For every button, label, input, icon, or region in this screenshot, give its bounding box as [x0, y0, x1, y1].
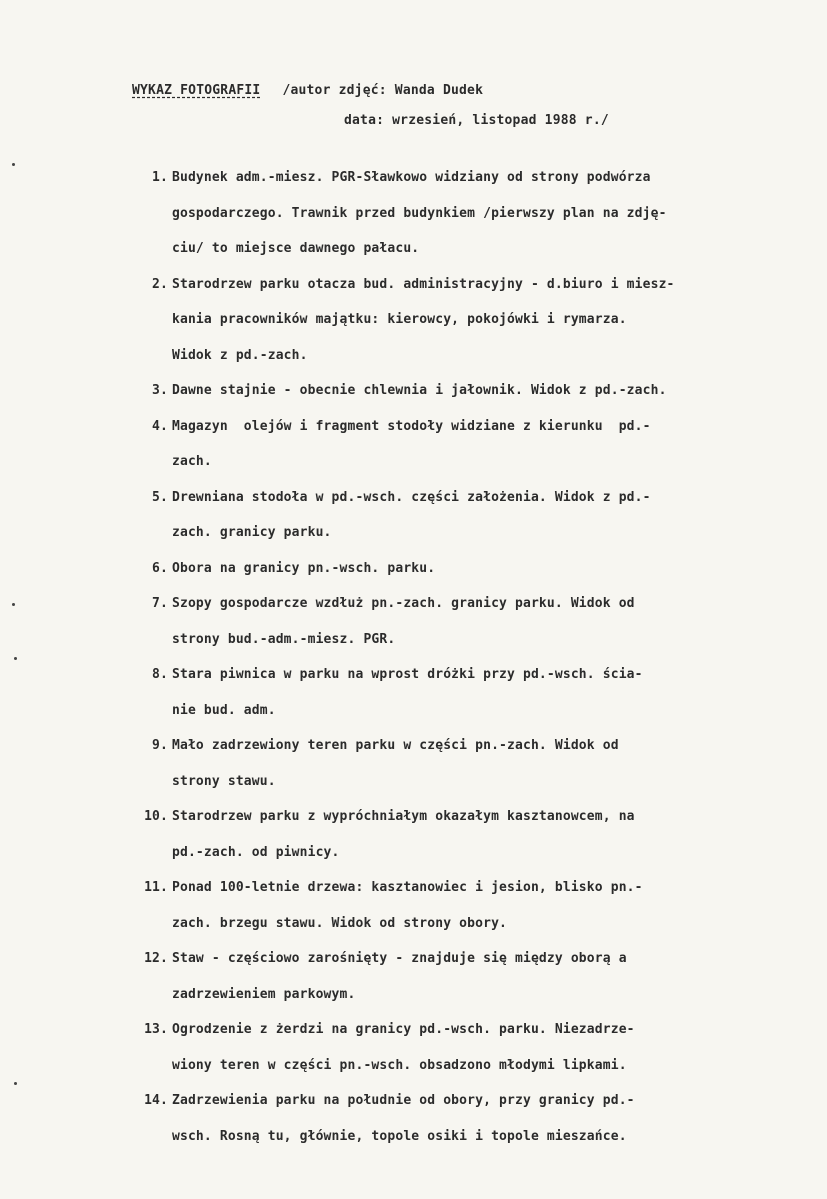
item-description — [172, 409, 788, 480]
item-description-line: zach. granicy parku. — [172, 525, 332, 540]
item-description — [172, 728, 788, 799]
item-number: 5. — [152, 489, 168, 505]
item-description — [172, 941, 788, 1012]
item-description-line: pd.-zach. od piwnicy. — [172, 844, 340, 860]
item-number: 12. — [144, 951, 168, 966]
item-description — [172, 551, 788, 587]
item-description — [172, 1083, 788, 1154]
item-description-line: Widok z pd.-zach. — [172, 347, 308, 363]
photo-list-item — [128, 728, 788, 799]
item-number: 4. — [152, 418, 168, 434]
item-description — [172, 373, 788, 409]
item-description-line: Drewniana stodoła w pd.-wsch. części założenia. Widok z pd.- — [172, 489, 651, 505]
item-description — [172, 480, 788, 551]
item-number: 10. — [144, 809, 168, 824]
item-description-line: kania pracowników majątku: kierowcy, pokojówki i rymarza. — [172, 312, 627, 327]
photo-list — [128, 160, 788, 1154]
item-description-line: Magazyn olejów i fragment stodoły widziane z kierunku pd.- — [172, 418, 651, 434]
photo-list-item — [128, 941, 788, 1012]
item-description-line: Zadrzewienia parku na południe od obory, przy granicy pd.- — [172, 1093, 635, 1108]
item-description-line: zach. brzegu stawu. Widok od strony obory. — [172, 915, 508, 931]
item-description — [172, 870, 788, 941]
item-number: 8. — [152, 667, 168, 682]
item-number: 2. — [152, 276, 168, 292]
item-description-line: Ogrodzenie z żerdzi na granicy pd.-wsch. parku. Niezadrze- — [172, 1022, 635, 1037]
photo-list-item — [128, 373, 788, 409]
photo-list-item — [128, 586, 788, 657]
item-description-line: Staw - częściowo zarośnięty - znajduje się między oborą a — [172, 951, 627, 966]
item-description-line: wiony teren w części pn.-wsch. obsadzono młodymi lipkami. — [172, 1057, 627, 1073]
item-number: 1. — [152, 170, 168, 185]
item-number: 3. — [152, 383, 168, 398]
document-header — [132, 76, 792, 136]
item-description — [172, 160, 788, 267]
header-line-1 — [132, 76, 792, 106]
item-number: 14. — [144, 1093, 168, 1108]
item-description — [172, 267, 788, 374]
photo-list-item — [128, 160, 788, 267]
item-description-line: Dawne stajnie - obecnie chlewnia i jałownik. Widok z pd.-zach. — [172, 383, 667, 398]
photo-list-item — [128, 657, 788, 728]
scan-speck — [12, 603, 15, 606]
item-number: 7. — [152, 596, 168, 611]
photo-list-item — [128, 870, 788, 941]
photo-list-item — [128, 551, 788, 587]
item-description-line: nie bud. adm. — [172, 702, 276, 718]
item-description-line: Starodrzew parku otacza bud. administracyjny - d.biuro i miesz- — [172, 276, 675, 292]
photo-list-item — [128, 1012, 788, 1083]
item-description-line: Budynek adm.-miesz. PGR-Sławkowo widziany od strony podwórza — [172, 170, 651, 185]
photo-list-item — [128, 409, 788, 480]
photo-list-item — [128, 480, 788, 551]
document-title: WYKAZ FOTOGRAFII — [132, 83, 261, 98]
item-description-line: zach. — [172, 454, 212, 469]
item-description-line: Ponad 100-letnie drzewa: kasztanowiec i jesion, blisko pn.- — [172, 880, 643, 895]
item-description — [172, 1012, 788, 1083]
item-number: 9. — [152, 738, 168, 753]
item-description-line: wsch. Rosną tu, głównie, topole osiki i topole mieszańce. — [172, 1128, 627, 1144]
item-description-line: Stara piwnica w parku na wprost dróżki przy pd.-wsch. ścia- — [172, 667, 643, 682]
item-number: 13. — [144, 1022, 168, 1037]
item-description-line: gospodarczego. Trawnik przed budynkiem /pierwszy plan na zdję- — [172, 205, 667, 221]
item-description-line: Starodrzew parku z wypróchniałym okazałym kasztanowcem, na — [172, 809, 635, 824]
item-description-line: zadrzewieniem parkowym. — [172, 986, 356, 1002]
author-note: /autor zdjęć: Wanda Dudek — [282, 83, 484, 98]
item-description — [172, 799, 788, 870]
item-description-line: strony bud.-adm.-miesz. PGR. — [172, 631, 396, 647]
date-note: data: wrzesień, listopad 1988 r./ — [344, 113, 609, 128]
photo-list-item — [128, 799, 788, 870]
item-description-line: strony stawu. — [172, 773, 276, 789]
item-description-line: Szopy gospodarcze wzdłuż pn.-zach. granicy parku. Widok od — [172, 596, 635, 611]
photo-list-item — [128, 1083, 788, 1154]
item-description-line: Mało zadrzewiony teren parku w części pn.-zach. Widok od — [172, 738, 619, 753]
item-description — [172, 586, 788, 657]
scan-speck — [14, 1082, 17, 1085]
scan-speck — [14, 657, 17, 660]
item-description-line: Obora na granicy pn.-wsch. parku. — [172, 560, 436, 576]
photo-list-item — [128, 267, 788, 374]
item-number: 11. — [144, 880, 168, 895]
item-description-line: ciu/ to miejsce dawnego pałacu. — [172, 241, 420, 256]
item-description — [172, 657, 788, 728]
scan-speck — [12, 163, 15, 166]
item-number: 6. — [152, 560, 168, 576]
